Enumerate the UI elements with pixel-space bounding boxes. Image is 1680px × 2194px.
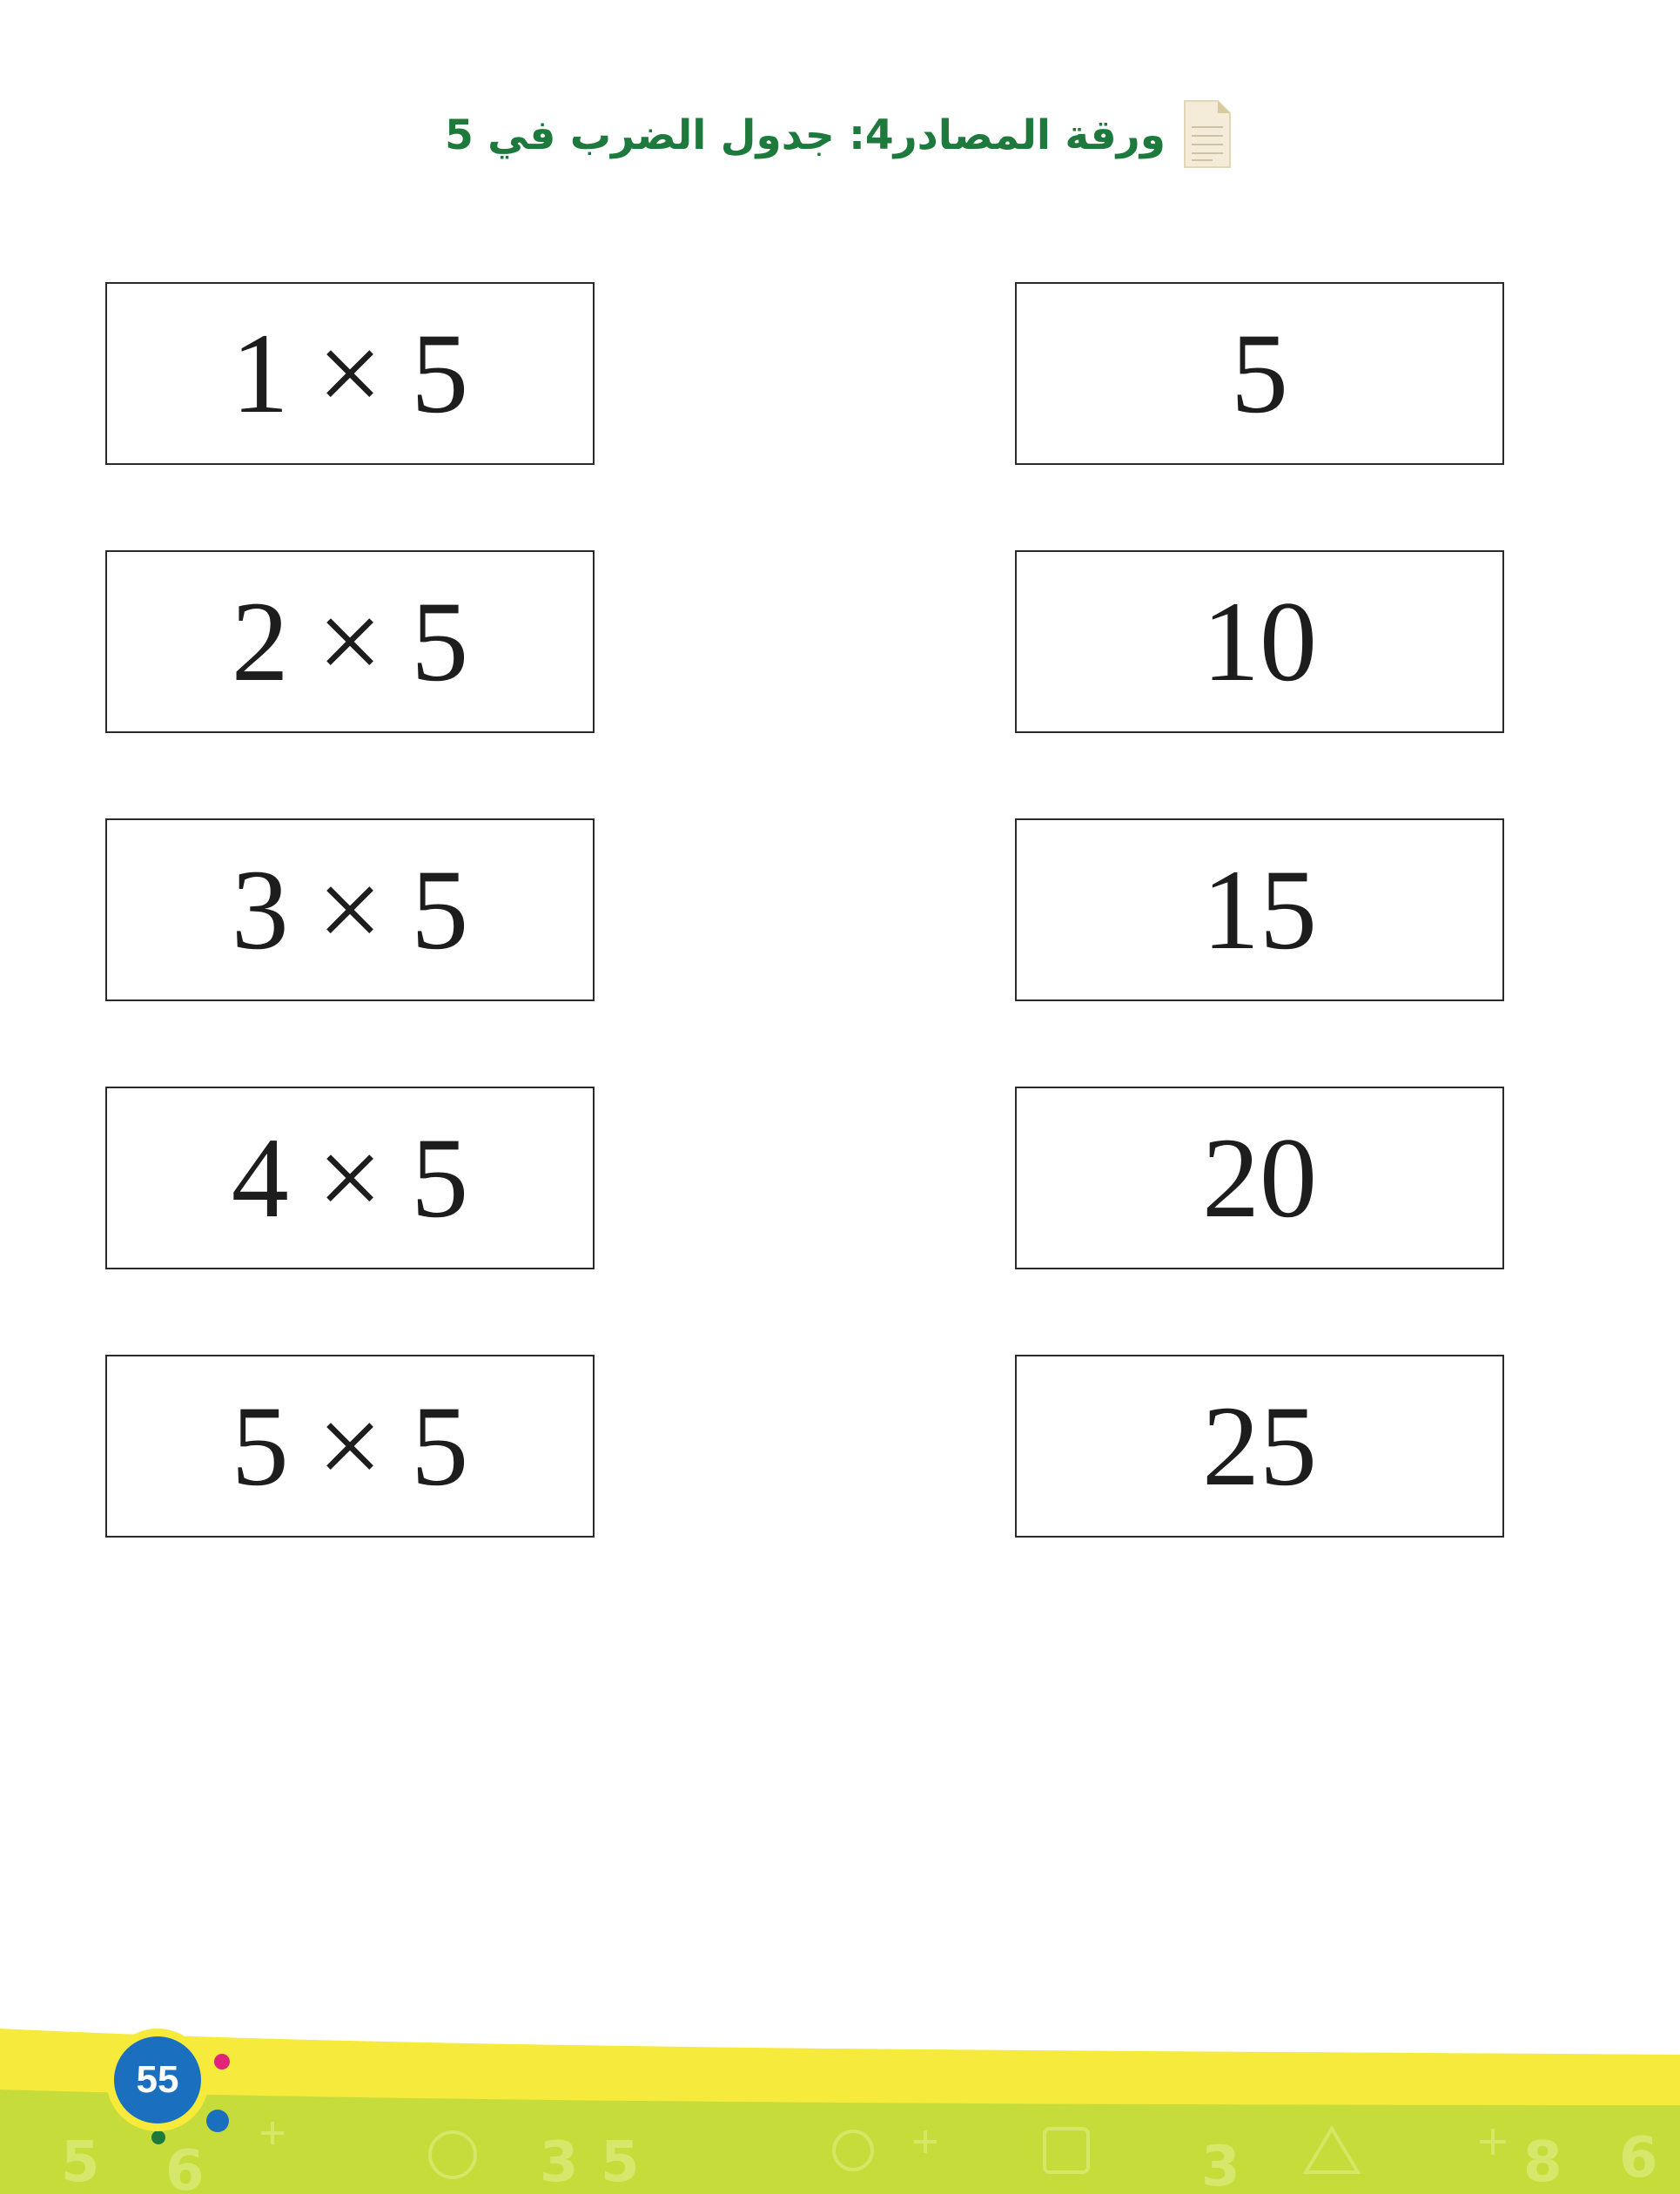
page-number-badge: 55	[106, 2029, 209, 2131]
page-header	[0, 98, 1680, 172]
svg-text:3: 3	[1201, 2135, 1240, 2194]
multiplication-card: 3 × 5	[105, 818, 595, 1001]
multiplication-card: 5 × 5	[105, 1355, 595, 1538]
footer-decoration	[0, 2002, 1680, 2194]
document-icon	[1178, 98, 1235, 172]
svg-text:5: 5	[601, 2130, 640, 2194]
product-card: 25	[1015, 1355, 1504, 1538]
product-card: 15	[1015, 818, 1504, 1001]
svg-text:5: 5	[61, 2130, 100, 2194]
page-title: ورقة المصادر4: جدول الضرب في 5	[445, 111, 1166, 159]
multiplication-card: 2 × 5	[105, 550, 595, 733]
svg-text:8: 8	[1523, 2130, 1562, 2194]
svg-text:6: 6	[165, 2139, 205, 2194]
product-card: 20	[1015, 1087, 1504, 1269]
multiplication-card: 4 × 5	[105, 1087, 595, 1269]
svg-text:6: 6	[1619, 2126, 1658, 2191]
product-card: 5	[1015, 282, 1504, 465]
product-card: 10	[1015, 550, 1504, 733]
svg-text:3: 3	[540, 2130, 579, 2194]
multiplication-card: 1 × 5	[105, 282, 595, 465]
